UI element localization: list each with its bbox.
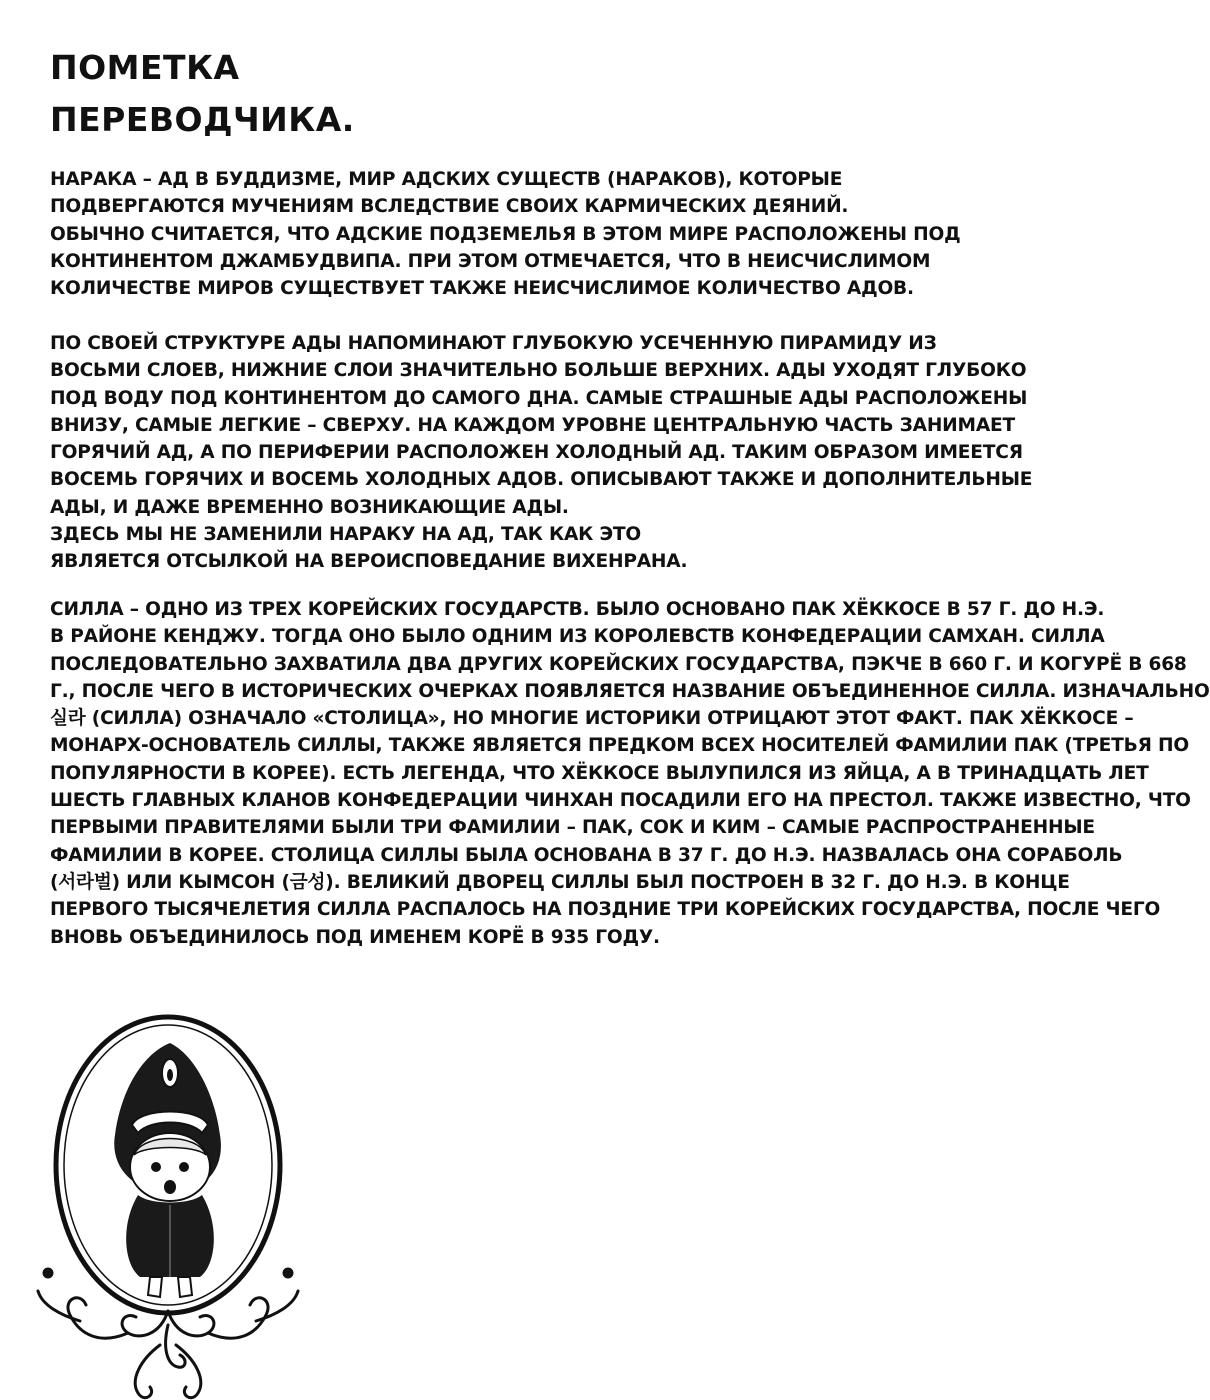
- text-line: ЯВЛЯЕТСЯ ОТСЫЛКОЙ НА ВЕРОИСПОВЕДАНИЕ ВИХЕНРАНА.: [50, 551, 688, 573]
- text-line: ПОПУЛЯРНОСТИ В КОРЕЕ). ЕСТЬ ЛЕГЕНДА, ЧТО ХЁККОСЕ ВЫЛУПИЛСЯ ИЗ ЯЙЦА, А В ТРИНАДЦАТЬ ЛЕТ: [50, 762, 1149, 784]
- text-line: ПОДВЕРГАЮТСЯ МУЧЕНИЯМ ВСЛЕДСТВИЕ СВОИХ КАРМИЧЕСКИХ ДЕЯНИЙ.: [50, 196, 849, 218]
- paragraph-naraka: [50, 166, 961, 302]
- text-line: ВНОВЬ ОБЪЕДИНИЛОСЬ ПОД ИМЕНЕМ КОРЁ В 935 ГОДУ.: [50, 926, 660, 948]
- text-line: ПОСЛЕДОВАТЕЛЬНО ЗАХВАТИЛА ДВА ДРУГИХ КОРЕЙСКИХ ГОСУДАРСТВА, ПЭКЧЕ В 660 Г. И КОГУРЁ В 668: [50, 653, 1187, 675]
- text-line: (서라벌) ИЛИ КЫМСОН (금성). ВЕЛИКИЙ ДВОРЕЦ СИЛЛЫ БЫЛ ПОСТРОЕН В 32 Г. ДО Н.Э. В КОНЦЕ: [50, 871, 1070, 893]
- text-line: ОБЫЧНО СЧИТАЕТСЯ, ЧТО АДСКИЕ ПОДЗЕМЕЛЬЯ В ЭТОМ МИРЕ РАСПОЛОЖЕНЫ ПОД: [50, 223, 961, 245]
- text-line: ШЕСТЬ ГЛАВНЫХ КЛАНОВ КОНФЕДЕРАЦИИ ЧИНХАН ПОСАДИЛИ ЕГО НА ПРЕСТОЛ. ТАКЖЕ ИЗВЕСТНО, ЧТО: [50, 790, 1191, 812]
- text-line: ПЕРВЫМИ ПРАВИТЕЛЯМИ БЫЛИ ТРИ ФАМИЛИИ – ПАК, СОК И КИМ – САМЫЕ РАСПРОСТРАНЕННЫЕ: [50, 817, 1095, 839]
- text-line: ВОСЕМЬ ГОРЯЧИХ И ВОСЕМЬ ХОЛОДНЫХ АДОВ. ОПИСЫВАЮТ ТАКЖЕ И ДОПОЛНИТЕЛЬНЫЕ: [50, 469, 1033, 491]
- text-line: МОНАРХ-ОСНОВАТЕЛЬ СИЛЛЫ, ТАКЖЕ ЯВЛЯЕТСЯ ПРЕДКОМ ВСЕХ НОСИТЕЛЕЙ ФАМИЛИИ ПАК (ТРЕТЬЯ ПО: [50, 735, 1189, 757]
- text-line: В РАЙОНЕ КЕНДЖУ. ТОГДА ОНО БЫЛО ОДНИМ ИЗ КОРОЛЕВСТВ КОНФЕДЕРАЦИИ САМХАН. СИЛЛА: [50, 626, 1105, 648]
- text-line: КОНТИНЕНТОМ ДЖАМБУДВИПА. ПРИ ЭТОМ ОТМЕЧАЕТСЯ, ЧТО В НЕИСЧИСЛИМОМ: [50, 250, 931, 272]
- text-line: ПЕРВОГО ТЫСЯЧЕЛЕТИЯ СИЛЛА РАСПАЛОСЬ НА ПОЗДНИЕ ТРИ КОРЕЙСКИХ ГОСУДАРСТВА, ПОСЛЕ ЧЕГО: [50, 899, 1161, 921]
- page-title: [50, 42, 355, 146]
- text-line: Г., ПОСЛЕ ЧЕГО В ИСТОРИЧЕСКИХ ОЧЕРКАХ ПОЯВЛЯЕТСЯ НАЗВАНИЕ ОБЪЕДИНЕННОЕ СИЛЛА. ИЗНАЧАЛЬНО: [50, 680, 1210, 702]
- text-line: ПОД ВОДУ ПОД КОНТИНЕНТОМ ДО САМОГО ДНА. САМЫЕ СТРАШНЫЕ АДЫ РАСПОЛОЖЕНЫ: [50, 387, 1028, 409]
- title-line: ПЕРЕВОДЧИКА.: [50, 100, 355, 139]
- text-line: ПО СВОЕЙ СТРУКТУРЕ АДЫ НАПОМИНАЮТ ГЛУБОКУЮ УСЕЧЕННУЮ ПИРАМИДУ ИЗ: [50, 333, 937, 354]
- title-line: ПОМЕТКА: [50, 48, 240, 87]
- text-line: ВНИЗУ, САМЫЕ ЛЕГКИЕ – СВЕРХУ. НА КАЖДОМ УРОВНЕ ЦЕНТРАЛЬНУЮ ЧАСТЬ ЗАНИМАЕТ: [50, 414, 1016, 436]
- paragraph-silla: [50, 596, 1210, 951]
- text-line: НАРАКА – АД В БУДДИЗМЕ, МИР АДСКИХ СУЩЕСТВ (НАРАКОВ), КОТОРЫЕ: [50, 169, 843, 190]
- text-line: СИЛЛА – ОДНО ИЗ ТРЕХ КОРЕЙСКИХ ГОСУДАРСТВ. БЫЛО ОСНОВАНО ПАК ХЁККОСЕ В 57 Г. ДО Н.Э.: [50, 599, 1105, 620]
- text-line: ФАМИЛИИ В КОРЕЕ. СТОЛИЦА СИЛЛЫ БЫЛА ОСНОВАНА В 37 Г. ДО Н.Э. НАЗВАЛАСЬ ОНА СОРАБОЛЬ: [50, 844, 1123, 866]
- framed-character-illustration: [20, 1015, 315, 1400]
- text-line: 실라 (СИЛЛА) ОЗНАЧАЛО «СТОЛИЦА», НО МНОГИЕ ИСТОРИКИ ОТРИЦАЮТ ЭТОТ ФАКТ. ПАК ХЁККОСЕ –: [50, 708, 1134, 730]
- scroll-ornament: [38, 1269, 298, 1398]
- text-line: ВОСЬМИ СЛОЕВ, НИЖНИЕ СЛОИ ЗНАЧИТЕЛЬНО БОЛЬШЕ ВЕРХНИХ. АДЫ УХОДЯТ ГЛУБОКО: [50, 360, 1027, 382]
- text-line: ГОРЯЧИЙ АД, А ПО ПЕРИФЕРИИ РАСПОЛОЖЕН ХОЛОДНЫЙ АД. ТАКИМ ОБРАЗОМ ИМЕЕТСЯ: [50, 442, 1023, 464]
- character: [114, 1043, 221, 1297]
- text-line: КОЛИЧЕСТВЕ МИРОВ СУЩЕСТВУЕТ ТАКЖЕ НЕИСЧИСЛИМОЕ КОЛИЧЕСТВО АДОВ.: [50, 278, 914, 300]
- text-line: ЗДЕСЬ МЫ НЕ ЗАМЕНИЛИ НАРАКУ НА АД, ТАК КАК ЭТО: [50, 524, 641, 546]
- text-line: АДЫ, И ДАЖЕ ВРЕМЕННО ВОЗНИКАЮЩИЕ АДЫ.: [50, 496, 569, 518]
- paragraph-hell-structure: [50, 330, 1033, 576]
